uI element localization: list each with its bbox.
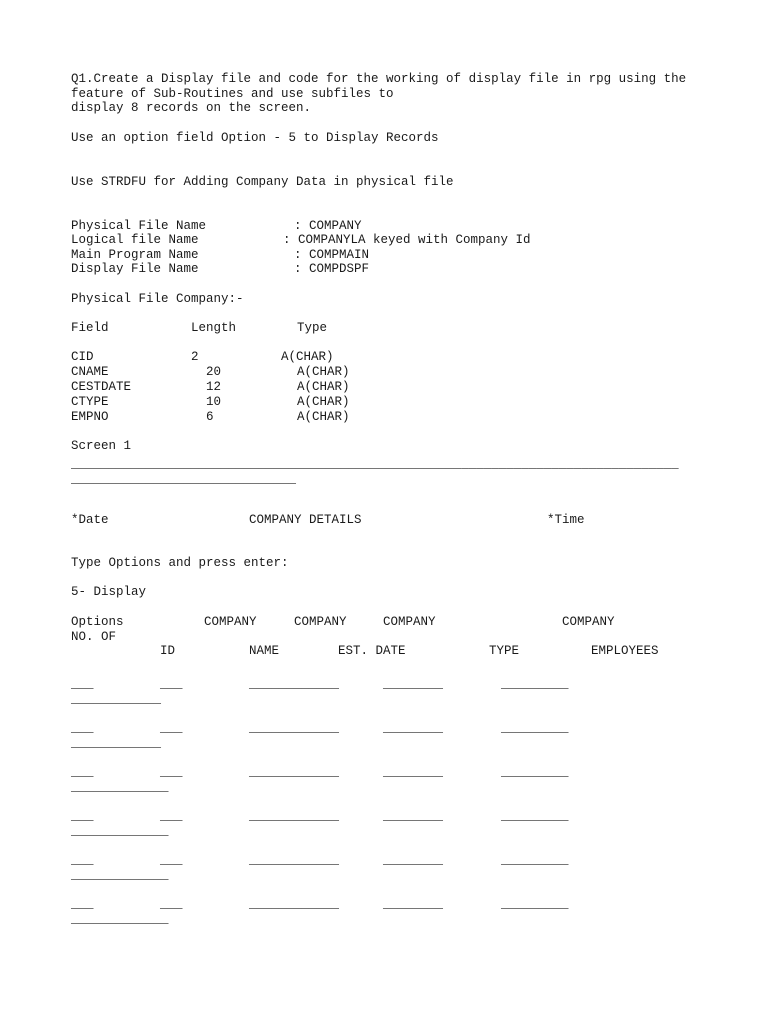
question-line-2: feature of Sub-Routines and use subfiles to bbox=[71, 87, 394, 101]
field-cell: EMPNO bbox=[71, 410, 109, 424]
blank-date: ________ bbox=[383, 677, 444, 691]
field-header: Field bbox=[71, 321, 109, 335]
question-line-3: display 8 records on the screen. bbox=[71, 101, 312, 115]
blank-type: _________ bbox=[501, 897, 569, 911]
blank-employees: ____________ bbox=[71, 692, 162, 706]
length-header: Length bbox=[191, 321, 237, 335]
length-cell: 20 bbox=[206, 365, 222, 379]
length-cell: 6 bbox=[206, 410, 214, 424]
physical-file-value: : COMPANY bbox=[294, 219, 362, 233]
blank-name: ____________ bbox=[249, 765, 340, 779]
blank-type: _________ bbox=[501, 765, 569, 779]
col-type: TYPE bbox=[489, 644, 520, 658]
type-cell: A(CHAR) bbox=[297, 410, 350, 424]
question-line-1: Q1.Create a Display file and code for the working of display file in rpg using the bbox=[71, 72, 687, 86]
blank-name: ____________ bbox=[249, 897, 340, 911]
date-label: *Date bbox=[71, 513, 109, 527]
col-company-date: COMPANY bbox=[383, 615, 436, 629]
blank-name: ____________ bbox=[249, 809, 340, 823]
col-id: ID bbox=[160, 644, 176, 658]
logical-file-label: Logical file Name bbox=[71, 233, 199, 247]
main-program-value: : COMPMAIN bbox=[294, 248, 370, 262]
blank-date: ________ bbox=[383, 809, 444, 823]
display-file-value: : COMPDSPF bbox=[294, 262, 370, 276]
blank-employees: _____________ bbox=[71, 824, 169, 838]
physical-file-heading: Physical File Company:- bbox=[71, 292, 244, 306]
blank-option: ___ bbox=[71, 765, 94, 779]
col-est-date: EST. DATE bbox=[338, 644, 406, 658]
field-cell: CID bbox=[71, 350, 94, 364]
field-cell: CESTDATE bbox=[71, 380, 132, 394]
blank-employees: ____________ bbox=[71, 736, 162, 750]
logical-file-value: : COMPANYLA keyed with Company Id bbox=[283, 233, 531, 247]
blank-id: ___ bbox=[160, 677, 183, 691]
strdfu-note: Use STRDFU for Adding Company Data in physical file bbox=[71, 175, 454, 189]
blank-date: ________ bbox=[383, 853, 444, 867]
blank-option: ___ bbox=[71, 721, 94, 735]
blank-name: ____________ bbox=[249, 721, 340, 735]
length-cell: 2 bbox=[191, 350, 199, 364]
blank-id: ___ bbox=[160, 765, 183, 779]
col-no-of: NO. OF bbox=[71, 630, 117, 644]
blank-id: ___ bbox=[160, 897, 183, 911]
blank-employees: _____________ bbox=[71, 868, 169, 882]
blank-employees: _____________ bbox=[71, 780, 169, 794]
col-company-name: COMPANY bbox=[294, 615, 347, 629]
length-cell: 10 bbox=[206, 395, 222, 409]
screen-title: COMPANY DETAILS bbox=[249, 513, 362, 527]
blank-option: ___ bbox=[71, 809, 94, 823]
blank-type: _________ bbox=[501, 677, 569, 691]
time-label: *Time bbox=[547, 513, 585, 527]
instructions: Type Options and press enter: bbox=[71, 556, 289, 570]
blank-id: ___ bbox=[160, 853, 183, 867]
main-program-label: Main Program Name bbox=[71, 248, 199, 262]
blank-type: _________ bbox=[501, 721, 569, 735]
type-cell: A(CHAR) bbox=[297, 365, 350, 379]
blank-date: ________ bbox=[383, 765, 444, 779]
col-name: NAME bbox=[249, 644, 280, 658]
display-file-label: Display File Name bbox=[71, 262, 199, 276]
col-employees: EMPLOYEES bbox=[591, 644, 659, 658]
blank-id: ___ bbox=[160, 721, 183, 735]
option-note: Use an option field Option - 5 to Display Records bbox=[71, 131, 439, 145]
blank-employees: _____________ bbox=[71, 912, 169, 926]
field-cell: CTYPE bbox=[71, 395, 109, 409]
blank-date: ________ bbox=[383, 897, 444, 911]
blank-date: ________ bbox=[383, 721, 444, 735]
type-header: Type bbox=[297, 321, 328, 335]
length-cell: 12 bbox=[206, 380, 222, 394]
blank-name: ____________ bbox=[249, 853, 340, 867]
type-cell: A(CHAR) bbox=[297, 395, 350, 409]
col-company-type: COMPANY bbox=[562, 615, 615, 629]
physical-file-label: Physical File Name bbox=[71, 219, 207, 233]
field-cell: CNAME bbox=[71, 365, 109, 379]
blank-type: _________ bbox=[501, 853, 569, 867]
screen-rule-short: ______________________________ bbox=[71, 472, 297, 486]
col-options: Options bbox=[71, 615, 124, 629]
blank-id: ___ bbox=[160, 809, 183, 823]
type-cell: A(CHAR) bbox=[297, 380, 350, 394]
blank-type: _________ bbox=[501, 809, 569, 823]
col-company-id: COMPANY bbox=[204, 615, 257, 629]
blank-option: ___ bbox=[71, 853, 94, 867]
blank-option: ___ bbox=[71, 677, 94, 691]
screen-rule-long: _________________________________________________________________________________ bbox=[71, 457, 679, 471]
option-5-display: 5- Display bbox=[71, 585, 147, 599]
blank-option: ___ bbox=[71, 897, 94, 911]
blank-name: ____________ bbox=[249, 677, 340, 691]
type-cell: A(CHAR) bbox=[281, 350, 334, 364]
screen-label: Screen 1 bbox=[71, 439, 132, 453]
